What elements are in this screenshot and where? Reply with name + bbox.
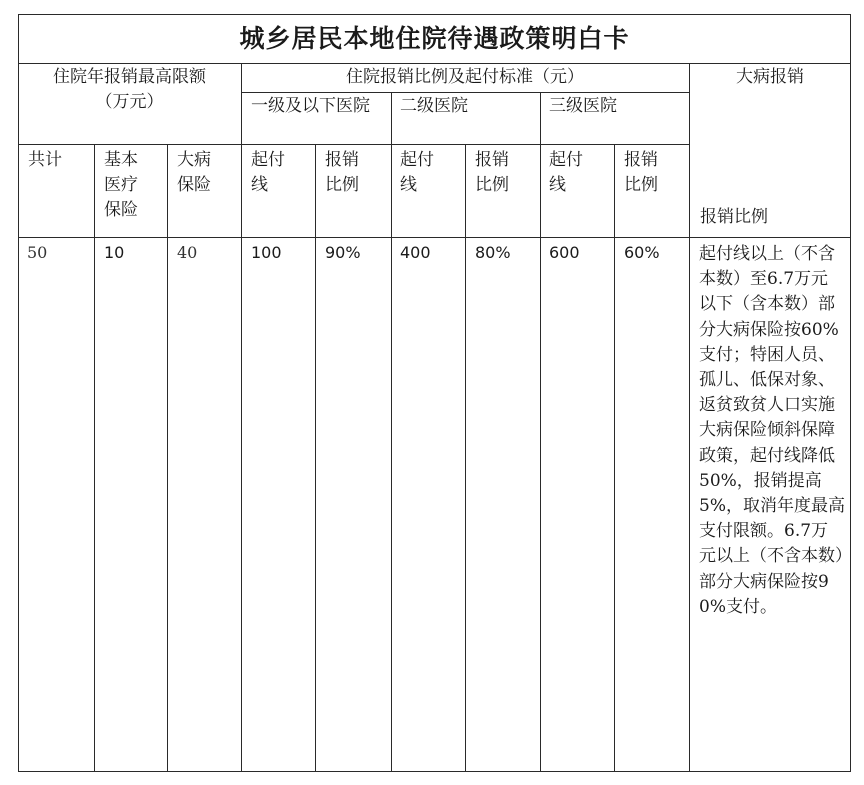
level1-threshold-value: 100 xyxy=(251,243,282,262)
level1-ratio-heading: 报销比例 xyxy=(325,150,359,195)
level2-hospital-heading: 二级医院 xyxy=(400,96,468,116)
col-divider xyxy=(94,144,95,772)
col-divider xyxy=(167,144,168,772)
max-limit-unit: （万元） xyxy=(95,92,164,112)
serious-value: 40 xyxy=(177,243,198,262)
level1-ratio-value: 90% xyxy=(325,243,361,262)
level3-ratio-heading: 报销比例 xyxy=(624,150,658,195)
col-divider xyxy=(540,92,541,772)
page-title: 城乡居民本地住院待遇政策明白卡 xyxy=(239,24,630,53)
col-divider xyxy=(241,63,242,772)
level2-threshold-value: 400 xyxy=(400,243,431,262)
level3-hospital-heading: 三级医院 xyxy=(549,96,617,116)
level2-ratio-heading: 报销比例 xyxy=(475,150,509,195)
level1-hospital-heading: 一级及以下医院 xyxy=(251,96,370,116)
level2-ratio-value: 80% xyxy=(475,243,511,262)
level3-threshold-heading: 起付线 xyxy=(549,150,583,195)
col-divider xyxy=(465,144,466,772)
level1-threshold-heading: 起付线 xyxy=(251,150,285,195)
serious-ratio-heading: 报销比例 xyxy=(700,207,768,227)
ratio-threshold-heading: 住院报销比例及起付标准（元） xyxy=(346,67,584,87)
level3-threshold-value: 600 xyxy=(549,243,580,262)
col-divider xyxy=(315,144,316,772)
col-divider xyxy=(391,92,392,772)
max-limit-heading: 住院年报销最高限额 xyxy=(53,67,206,87)
serious-insurance-heading: 大病保险 xyxy=(177,150,211,195)
header-bottom-divider xyxy=(18,237,851,238)
basic-value: 10 xyxy=(104,243,125,262)
level2-threshold-heading: 起付线 xyxy=(400,150,434,195)
serious-illness-heading: 大病报销 xyxy=(736,67,804,87)
total-heading: 共计 xyxy=(28,150,62,170)
level3-ratio-value: 60% xyxy=(624,243,660,262)
col-divider xyxy=(689,63,690,772)
total-value: 50 xyxy=(27,243,48,262)
subheader-divider xyxy=(18,144,690,145)
col-divider xyxy=(614,144,615,772)
basic-insurance-heading: 基本医疗保险 xyxy=(104,150,138,220)
serious-illness-note: 起付线以上（不含本数）至6.7万元以下（含本数）部分大病保险按60%支付；特困人员、孤儿、低保对象、返贫致贫人口实施大病保险倾斜保障政策，起付线降低50%，报销提高5%，取消年度最高支付限额。6.7万元以上（不含本数）部分大病保险按90%支付。 xyxy=(699,244,845,617)
